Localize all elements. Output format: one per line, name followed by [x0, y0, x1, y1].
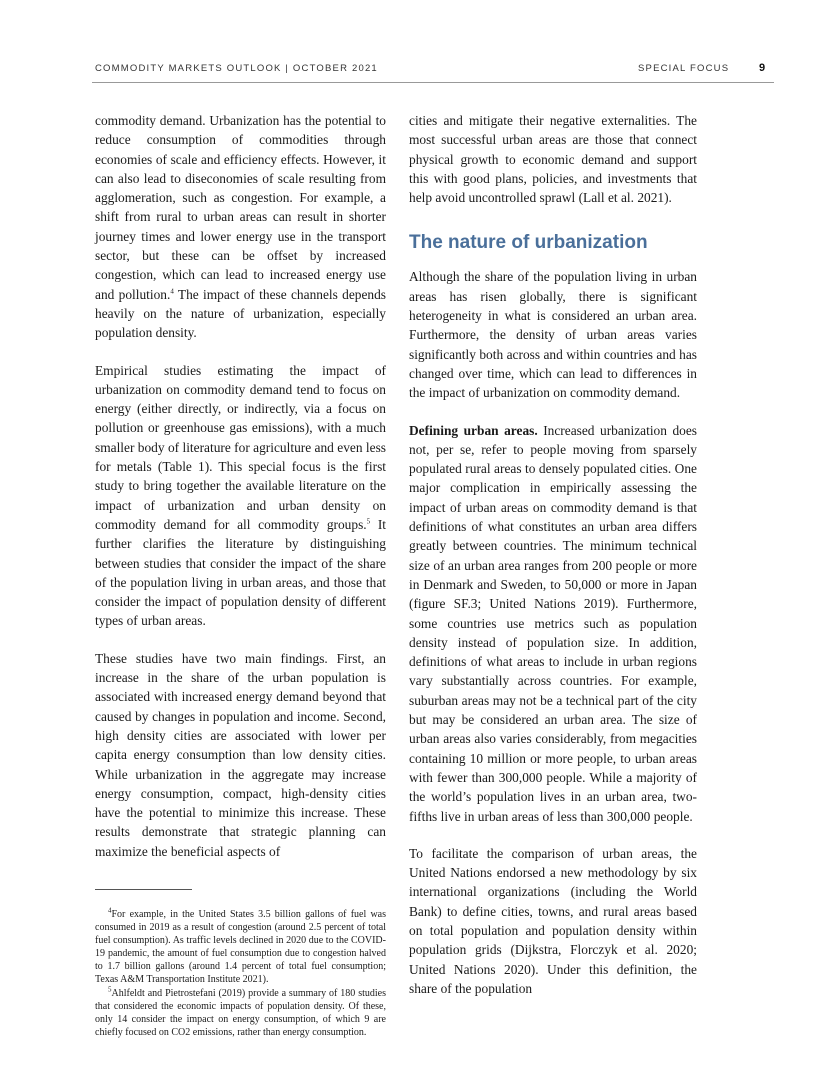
left-column — [95, 111, 386, 1069]
header-divider — [92, 82, 774, 83]
footnote-text: For example, in the United States 3.5 billion gallons of fuel was consumed in 2019 as a result of congestion (around 2.5 percent of total fuel consumption). As traffic levels declined in 2020 due to the COVID-19 pandemic, the amount of fuel consumption due to congestion halved to 1.7 billion gallons (around 1.4 percent of total fuel consumption; Texas A&M Transportation Institute 2021). — [95, 908, 386, 986]
footnote-text: Ahlfeldt and Pietrostefani (2019) provide a summary of 180 studies that considered the economic impacts of population density. Of these, only 14 consider the impact on energy consumption, of which 9 are chiefly focused on CO2 emissions, rather than energy consumption. — [95, 987, 386, 1038]
footnote-number: 4 — [108, 906, 112, 915]
run-in-heading: Defining urban areas. — [409, 422, 538, 438]
footnote-5 — [95, 987, 386, 1039]
footnote-ref: 5 — [366, 517, 371, 526]
body-paragraph — [95, 361, 386, 631]
running-header-publication: COMMODITY MARKETS OUTLOOK | OCTOBER 2021 — [95, 63, 378, 74]
footnote-divider — [95, 889, 192, 890]
body-paragraph — [95, 111, 386, 343]
body-paragraph: These studies have two main findings. First, an increase in the share of the urban population is associated with increased energy demand beyond that caused by changes in population and income. Second, high density cities are associated with lower per capita energy consumption than low density cities. While urbanization in the aggregate may increase energy consumption, compact, high-density cities have the potential to minimize this increase. These results demonstrate that strategic planning can maximize the beneficial aspects of — [95, 650, 386, 859]
running-header-section: SPECIAL FOCUS — [638, 63, 730, 74]
body-paragraph: Although the share of the population living in urban areas has risen globally, there is significant heterogeneity in what is considered an urban area. Furthermore, the density of urban areas varies significantly both across and within countries and has changed over time, which can lead to differences in the impact of urbanization on commodity demand. — [409, 269, 697, 401]
paragraph-text: commodity demand. Urbanization has the potential to reduce consumption of commodities through economies of scale and efficiency effects. However, it can also lead to diseconomies of scale resulting from agglomeration, such as congestion. For example, a shift from rural to urban areas can result in shorter journey times and lower energy use in the transport sector, but these can be offset by increased congestion, which can lead to increased energy use and pollution. — [95, 113, 386, 302]
paragraph-text: Increased urbanization does not, per se, refer to people moving from sparsely populated rural areas to densely populated cities. One major complication in empirically assessing the impact of urban areas on commodity demand is that definitions of what constitutes an urban area differs greatly between countries. The minimum technical size of an urban area ranges from 200 people or more in Denmark and Sweden, to 50,000 or more in Japan (figure SF.3; United Nations 2019). Furthermore, some countries use metrics such as population density instead of population size. In addition, definitions of what areas to include in urban regions vary substantially across countries. For example, suburban areas may not be a technical part of the city but may be considered an urban area. The size of urban areas also varies considerably, from megacities containing 10 million or more people, to urban areas with fewer than 300,000 people. While a majority of the world’s population lives in an urban area, two-fifths live in urban areas of less than 300,000 people. — [409, 422, 697, 824]
section-heading: The nature of urbanization — [409, 232, 648, 254]
footnote-ref: 4 — [170, 287, 174, 296]
body-paragraph: To facilitate the comparison of urban areas, the United Nations endorsed a new methodology by six international organizations (including the World Bank) to define cities, towns, and rural areas based on total population and population density within population grids (Dijkstra, Florczyk et al. 2020; United Nations 2020). Under this definition, the share of the population — [409, 845, 697, 996]
paragraph-text: The impact of these channels depends heavily on the nature of urbanization, especially population density. — [95, 286, 387, 341]
footnote-4 — [95, 908, 386, 987]
body-paragraph — [409, 421, 697, 826]
paragraph-text: Empirical studies estimating the impact of urbanization on commodity demand tend to focus on energy (either directly, or indirectly, via a focus on pollution or greenhouse gas emissions), with a much smaller body of literature for agriculture and even less for metals (Table 1). This special focus is the first study to bring together the available literature on the impact of urbanization and urban density on commodity demand for all commodity groups. — [95, 362, 386, 532]
footnotes — [95, 879, 386, 1039]
page-number: 9 — [759, 62, 766, 74]
right-column — [409, 111, 697, 1046]
body-paragraph: cities and mitigate their negative externalities. The most successful urban areas are those that connect physical growth to economic demand and support this with good plans, policies, and investments that help avoid uncontrolled sprawl (Lall et al. 2021). — [409, 113, 697, 206]
paragraph-text: It further clarifies the literature by distinguishing between studies that consider the impact of the share of the population living in urban areas, and those that consider the impact of population density of different types of urban areas. — [95, 516, 386, 629]
footnote-number: 5 — [108, 985, 112, 994]
